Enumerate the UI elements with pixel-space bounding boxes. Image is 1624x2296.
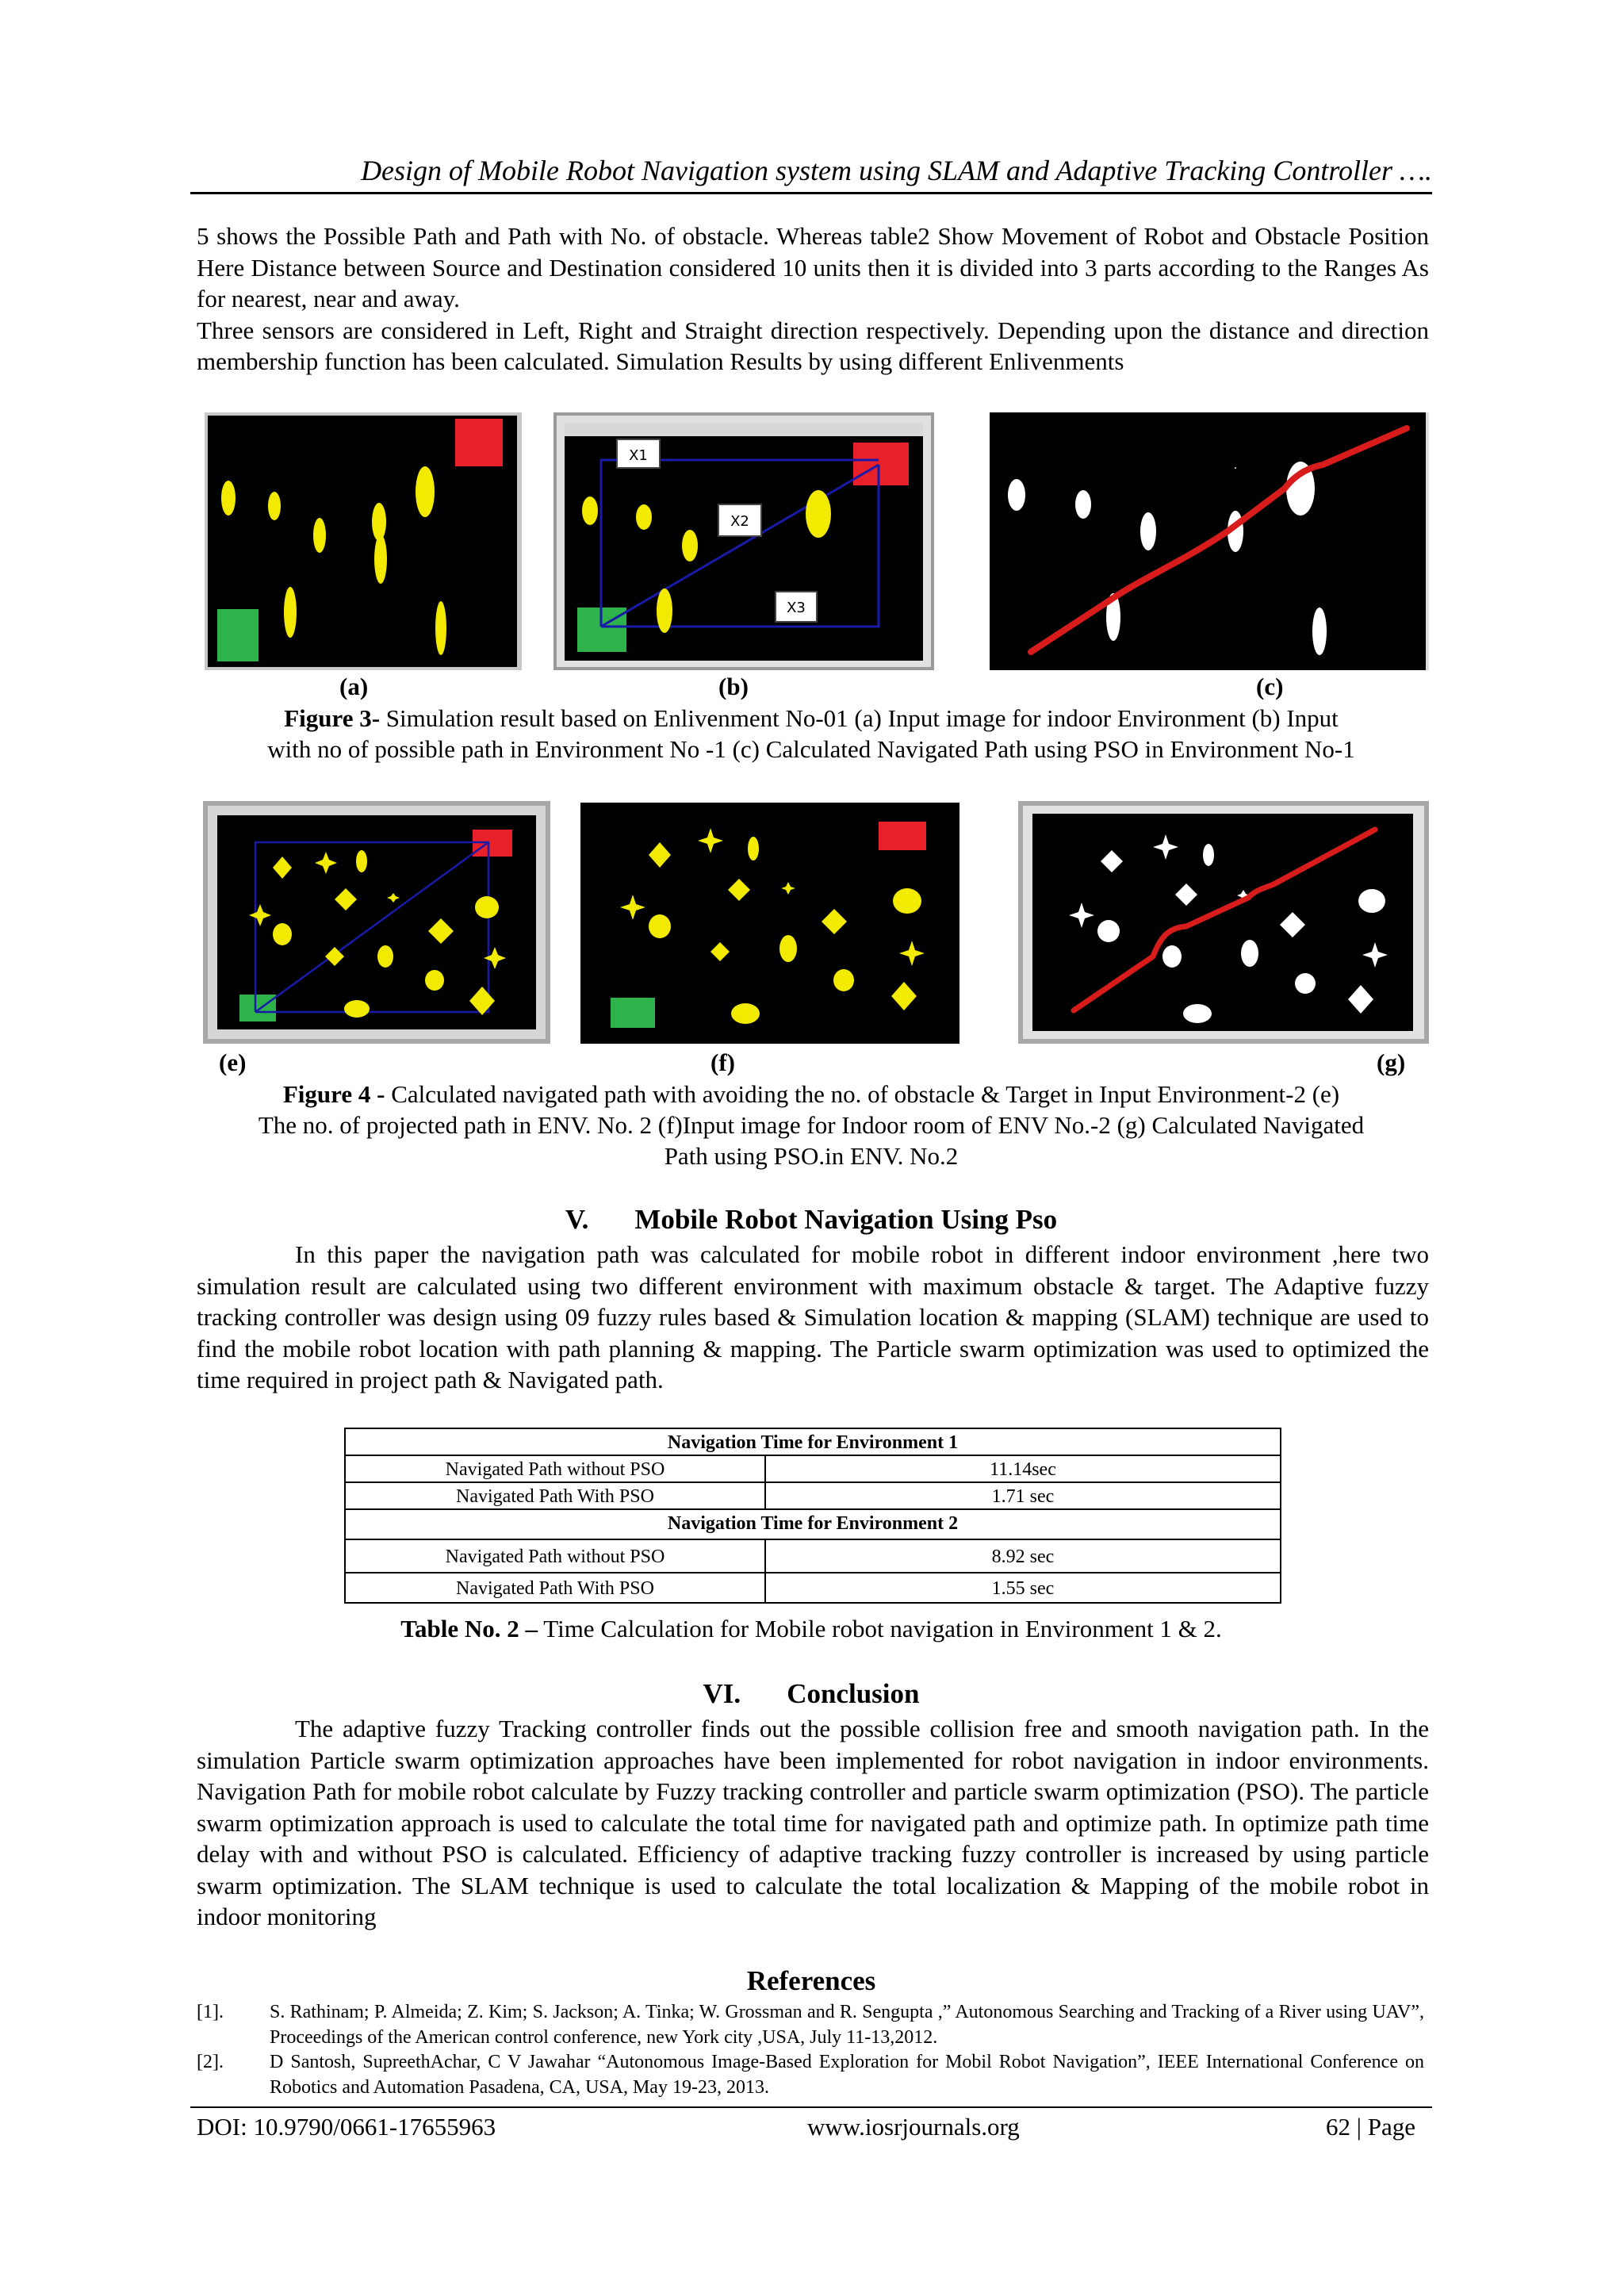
figure-3-caption-line-1: Simulation result based on Enlivenment No-01 (a) Input image for indoor Environment (b) Input: [380, 704, 1339, 732]
figure-4-caption-line-3: Path using PSO.in ENV. No.2: [664, 1142, 959, 1170]
box-label-x3: X3: [787, 600, 806, 616]
footer-doi: DOI: 10.9790/0661-17655963: [197, 2113, 496, 2141]
intro-text: [197, 220, 1429, 378]
figure-4e-projected-paths: [203, 801, 550, 1044]
table-caption-text: Time Calculation for Mobile robot navigation in Environment 1 & 2.: [538, 1615, 1222, 1642]
references-heading: References: [746, 1965, 876, 1996]
figure-3a-input-environment: [205, 412, 522, 670]
reference-text: D Santosh, SupreethAchar, C V Jawahar “Autonomous Image-Based Exploration for Mobil Robot Navigation”, IEEE International Conference on Robotics and Automation Pasadena, CA, USA, May 19-23, 2013.: [270, 2052, 1424, 2098]
box-label-x1: X1: [629, 447, 648, 464]
reference-number: [2].: [197, 2052, 224, 2072]
section-6-body: [197, 1713, 1429, 1933]
figure-3c-navigated-path: [990, 412, 1429, 670]
figure-4-caption-line-2: The no. of projected path in ENV. No. 2 (f)Input image for Indoor room of ENV No.-2 (g) Calculated Navigated: [258, 1111, 1365, 1139]
figure-4e-label: (e): [219, 1048, 247, 1076]
intro-paragraph-1: 5 shows the Possible Path and Path with No. of obstacle. Whereas table2 Show Movement of Robot and Obstacle Position Here Distance between Source and Destination considered 10 units then it is divided into 3 parts according to the Ranges As for nearest, near and away.: [197, 222, 1429, 312]
reference-text: S. Rathinam; P. Almeida; Z. Kim; S. Jackson; A. Tinka; W. Grossman and R. Sengupta ,” Autonomous Searching and Tracking of a River using UAV”, Proceedings of the American control conference, new York city ,USA, July 11-13,2012.: [270, 2002, 1424, 2048]
source-block: [217, 609, 259, 661]
footer-rule: [190, 2106, 1432, 2108]
table-cell-label: Navigated Path without PSO: [345, 1539, 765, 1573]
table-cell-value: 11.14sec: [765, 1455, 1281, 1482]
section-5-title: Mobile Robot Navigation Using Pso: [634, 1204, 1058, 1235]
figure-3c-label: (c): [1256, 673, 1284, 700]
box-label-x2: X2: [730, 513, 749, 530]
navigation-time-table: [344, 1428, 1281, 1604]
figure-4f-input-environment: [580, 803, 959, 1044]
figure-3b-possible-paths: [553, 412, 934, 670]
table-cell-label: Navigated Path without PSO: [345, 1455, 765, 1482]
section-5-paragraph: In this paper the navigation path was calculated for mobile robot in different indoor environment ,here two simulation result are calculated using two different environment with maximum obstacle & target. The Adaptive fuzzy tracking controller was design using 09 fuzzy rules based & Simulation location & mapping (SLAM) technique are used to find the mobile robot location with path planning & mapping. The Particle swarm optimization was used to optimized the time required in project path & Navigated path.: [197, 1240, 1429, 1393]
section-6-title: Conclusion: [787, 1678, 920, 1709]
section-6-heading: [190, 1678, 1432, 1710]
section-5-number: V.: [565, 1204, 589, 1235]
target-block: [455, 419, 503, 466]
figure-3b-label: (b): [718, 673, 749, 700]
table-cell-label: Navigated Path With PSO: [345, 1482, 765, 1509]
running-header: Design of Mobile Robot Navigation system using SLAM and Adaptive Tracking Controller ….: [361, 155, 1432, 186]
figure-4-caption-label: Figure 4 -: [282, 1080, 385, 1108]
figure-3-caption: [190, 703, 1432, 765]
table-cell-value: 1.71 sec: [765, 1482, 1281, 1509]
figure-4-caption-line-1: Calculated navigated path with avoiding the no. of obstacle & Target in Input Environment-2 (e): [385, 1080, 1340, 1108]
table-row: [345, 1455, 1281, 1482]
table-caption-label: Table No. 2 –: [400, 1615, 538, 1642]
figure-3a-label: (a): [339, 673, 369, 700]
table-env2-header: Navigation Time for Environment 2: [345, 1509, 1281, 1539]
table-row: [345, 1539, 1281, 1573]
figure-3-caption-line-2: with no of possible path in Environment No -1 (c) Calculated Navigated Path using PSO in Environment No-1: [267, 735, 1355, 763]
footer-website: www.iosrjournals.org: [807, 2113, 1020, 2141]
reference-item: [197, 2050, 1431, 2101]
table-row: [345, 1573, 1281, 1603]
table-cell-label: Navigated Path With PSO: [345, 1573, 765, 1603]
table-cell-value: 8.92 sec: [765, 1539, 1281, 1573]
table-row: [345, 1482, 1281, 1509]
table-caption: [190, 1615, 1432, 1643]
figure-4g-label: (g): [1377, 1048, 1406, 1076]
header-rule: [190, 192, 1432, 194]
table-cell-value: 1.55 sec: [765, 1573, 1281, 1603]
section-6-number: VI.: [703, 1678, 741, 1709]
section-5-body: [197, 1239, 1429, 1396]
section-6-paragraph: The adaptive fuzzy Tracking controller finds out the possible collision free and smooth navigation path. In the simulation Particle swarm optimization approaches have been implemented for robot navigation in indoor environments. Navigation Path for mobile robot calculate by Fuzzy tracking controller and particle swarm optimization (PSO). The particle swarm optimization approach is used to calculate the total time for navigated path and optimize path. In optimize path time delay with and without PSO is calculated. Efficiency of adaptive tracking fuzzy controller is increased by using particle swarm optimization. The SLAM technique is used to calculate the total localization & Mapping of the mobile robot in indoor monitoring: [197, 1715, 1429, 1930]
reference-item: [197, 2000, 1431, 2051]
footer-page-number: 62 | Page: [1326, 2113, 1415, 2141]
section-5-heading: [190, 1204, 1432, 1236]
reference-number: [1].: [197, 2002, 224, 2022]
figure-3-caption-label: Figure 3-: [284, 704, 381, 732]
figure-4-caption: [190, 1079, 1432, 1171]
intro-paragraph-2: Three sensors are considered in Left, Right and Straight direction respectively. Depending upon the distance and direction membership function has been calculated. Simulation Results by using different Enlivenments: [197, 316, 1429, 375]
figure-4g-navigated-path: [1018, 801, 1429, 1044]
table-env1-header: Navigation Time for Environment 1: [345, 1428, 1281, 1455]
figure-4f-label: (f): [710, 1048, 735, 1076]
